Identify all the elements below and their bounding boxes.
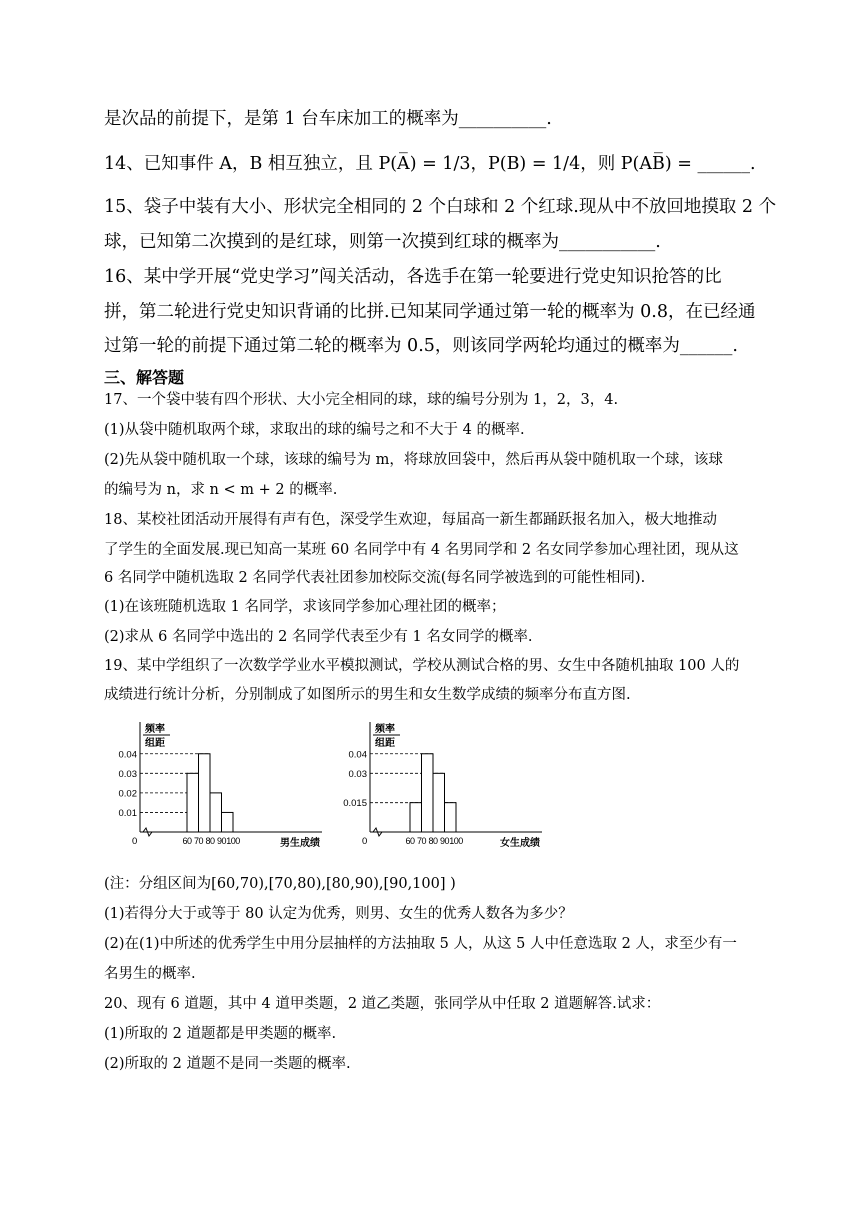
histogram-bar <box>210 793 222 832</box>
text-line: 了学生的全面发展.现已知高一某班 60 名同学中有 4 名男同学和 2 名女同学参加心理社团，现从这 <box>104 542 739 558</box>
text-line: 名男生的概率. <box>104 966 196 982</box>
text-line: (1)若得分大于或等于 80 认定为优秀，则男、女生的优秀人数各为多少？ <box>104 906 573 922</box>
y-tick-label: 0.015 <box>343 798 367 810</box>
histogram-bar <box>199 754 211 832</box>
y-tick-label: 0.04 <box>118 749 137 761</box>
question-17: 17、一个袋中装有四个形状、大小完全相同的球，球的编号分别为 1，2，3，4. <box>104 392 619 408</box>
x-axis-label: 男生成绩 <box>280 838 320 849</box>
histogram-bar <box>222 812 234 832</box>
x-tick-label: 100 <box>226 836 240 846</box>
question-15: 15、袋子中装有大小、形状完全相同的 2 个白球和 2 个红球.现从中不放回地摸取 2 个 <box>104 197 777 217</box>
x-tick-label: 70 <box>416 836 427 846</box>
origin-label: 0 <box>362 836 368 847</box>
question-19: 19、某中学组织了一次数学学业水平模拟测试，学校从测试合格的男、女生中各随机抽取 100 人的 <box>104 658 740 674</box>
x-tick-label: 60 <box>182 836 192 846</box>
text-line: 拼，第二轮进行党史知识背诵的比拼.已知某同学通过第一轮的概率为 0.8，在已经通 <box>104 302 756 322</box>
x-axis-label: 女生成绩 <box>500 838 540 849</box>
text-line: (1)从袋中随机取两个球，求取出的球的编号之和不大于 4 的概率. <box>104 422 525 438</box>
x-tick-label: 90 <box>439 836 450 846</box>
x-tick-label: 80 <box>428 836 438 846</box>
y-tick-label: 0.02 <box>118 788 137 800</box>
y-tick-label: 0.04 <box>348 749 367 761</box>
male-score-histogram <box>110 712 330 860</box>
origin-label: 0 <box>132 836 138 847</box>
text-line: 过第一轮的前提下通过第二轮的概率为 0.5，则该同学两轮均通过的概率为______. <box>104 336 738 356</box>
text-line: 成绩进行统计分析，分别制成了如图所示的男生和女生数学成绩的频率分布直方图. <box>104 687 631 703</box>
text-line: (2)所取的 2 道题不是同一类题的概率. <box>104 1056 351 1072</box>
text-line: (1)所取的 2 道题都是甲类题的概率. <box>104 1026 337 1042</box>
text-line: (1)在该班随机选取 1 名同学，求该同学参加心理社团的概率； <box>104 599 506 615</box>
question-18: 18、某校社团活动开展得有声有色，深受学生欢迎，每届高一新生都踊跃报名加入，极大地推动 <box>104 512 717 528</box>
question-20: 20、现有 6 道题，其中 4 道甲类题，2 道乙类题，张同学从中任取 2 道题解答.试求： <box>104 996 661 1012</box>
female-score-histogram <box>330 712 550 860</box>
y-label-bottom: 组距 <box>375 738 395 749</box>
histogram-bar <box>187 773 199 832</box>
y-tick-label: 0.03 <box>348 768 367 780</box>
text-line: 是次品的前提下，是第 1 台车床加工的概率为__________. <box>104 109 552 129</box>
question-16: 16、某中学开展“党史学习”闯关活动，各选手在第一轮要进行党史知识抢答的比 <box>104 267 722 287</box>
y-label-top: 频率 <box>375 724 395 735</box>
histogram-bar <box>410 803 422 832</box>
y-tick-label: 0.03 <box>118 768 137 780</box>
text-line: 球，已知第二次摸到的是红球，则第一次摸到红球的概率为___________. <box>104 232 661 252</box>
note-line: (注：分组区间为[60,70),[70,80),[80,90),[90,100] ) <box>104 876 456 892</box>
x-tick-label: 70 <box>193 836 204 846</box>
histogram-bar <box>445 803 457 832</box>
y-tick-label: 0.01 <box>118 807 137 819</box>
histogram-bar <box>422 754 434 832</box>
question-14: 14、已知事件 A，B 相互独立，且 P(A̅) = 1/3，P(B) = 1/4，则 P(AB̅) = ______. <box>104 154 756 174</box>
text-line: (2)在(1)中所述的优秀学生中用分层抽样的方法抽取 5 人，从这 5 人中任意选取 2 人，求至少有一 <box>104 936 737 952</box>
y-label-bottom: 组距 <box>145 738 165 749</box>
text-line: (2)求从 6 名同学中选出的 2 名同学代表至少有 1 名女同学的概率. <box>104 629 533 645</box>
text-line: 的编号为 n，求 n < m + 2 的概率. <box>104 482 338 498</box>
x-tick-label: 100 <box>449 836 463 846</box>
y-label-top: 频率 <box>145 724 165 735</box>
histogram-bar <box>433 773 445 832</box>
x-tick-label: 90 <box>216 836 227 846</box>
text-line: 6 名同学中随机选取 2 名同学代表社团参加校际交流(每名同学被选到的可能性相同). <box>104 570 646 586</box>
text-line: (2)先从袋中随机取一个球，该球的编号为 m，将球放回袋中，然后再从袋中随机取一个球，该球 <box>104 452 723 468</box>
x-tick-label: 60 <box>405 836 415 846</box>
x-tick-label: 80 <box>205 836 215 846</box>
section-heading: 三、解答题 <box>104 368 185 387</box>
